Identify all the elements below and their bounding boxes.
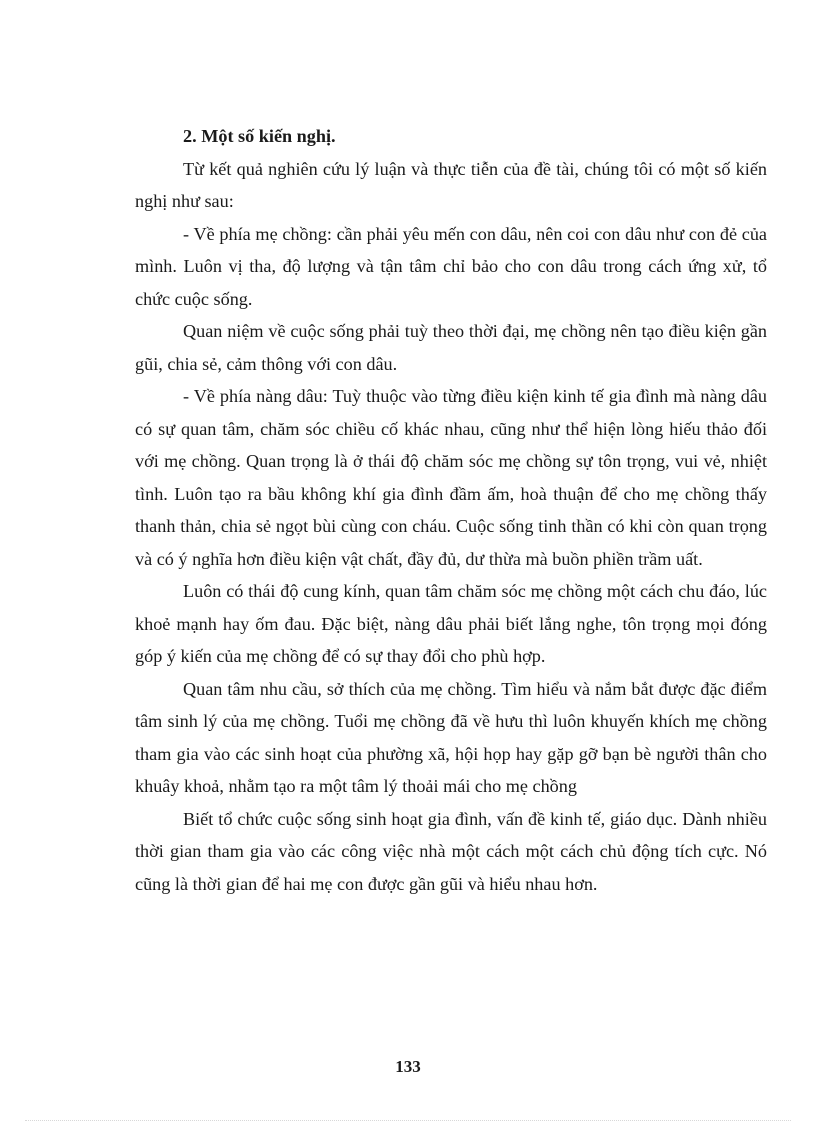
- paragraph-mother-in-law: - Về phía mẹ chồng: cần phải yêu mến con dâu, nên coi con dâu như con đẻ của mình. Luôn vị tha, độ lượng và tận tâm chỉ bảo cho con dâu trong cách ứng xử, tổ chức cuộc sống.: [135, 223, 767, 309]
- page-bottom-divider: [25, 1120, 791, 1121]
- page-number: 133: [395, 1057, 421, 1076]
- paragraph-respect: Luôn có thái độ cung kính, quan tâm chăm sóc mẹ chồng một cách chu đáo, lúc khoẻ mạnh hay ốm đau. Đặc biệt, nàng dâu phải biết lắng nghe, tôn trọng mọi đóng góp ý kiến của mẹ chồng để có sự thay đổi cho phù hợp.: [135, 581, 767, 666]
- paragraph-interests: Quan tâm nhu cầu, sở thích của mẹ chồng. Tìm hiểu và nắm bắt được đặc điểm tâm sinh lý của mẹ chồng. Tuổi mẹ chồng đã về hưu thì luôn khuyến khích mẹ chồng tham gia vào các sinh hoạt của phường xã, hội họp hay gặp gỡ bạn bè người thân cho khuây khoả, nhằm tạo ra một tâm lý thoải mái cho mẹ chồng: [135, 678, 767, 796]
- paragraph-lifestyle-view: Quan niệm về cuộc sống phải tuỳ theo thời đại, mẹ chồng nên tạo điều kiện gần gũi, chia sẻ, cảm thông với con dâu.: [135, 321, 767, 374]
- paragraph-household: Biết tổ chức cuộc sống sinh hoạt gia đình, vấn đề kinh tế, giáo dục. Dành nhiều thời gian tham gia vào các công việc nhà một cách một cách chủ động tích cực. Nó cũng là thời gian để hai mẹ con được gần gũi và hiểu nhau hơn.: [135, 808, 767, 894]
- page-content: [135, 120, 767, 900]
- paragraph-intro: Từ kết quả nghiên cứu lý luận và thực tiễn của đề tài, chúng tôi có một số kiến nghị như sau:: [135, 158, 767, 211]
- section-heading: 2. Một số kiến nghị.: [183, 126, 336, 146]
- paragraph-daughter-in-law: - Về phía nàng dâu: Tuỳ thuộc vào từng điều kiện kinh tế gia đình mà nàng dâu có sự quan tâm, chăm sóc chiều cố khác nhau, cũng như thể hiện lòng hiếu thảo đối với mẹ chồng. Quan trọng là ở thái độ chăm sóc mẹ chồng sự tôn trọng, vui vẻ, nhiệt tình. Luôn tạo ra bầu không khí gia đình đầm ấm, hoà thuận để cho mẹ chồng thấy thanh thản, chia sẻ ngọt bùi cùng con cháu. Cuộc sống tinh thần có khi còn quan trọng và có ý nghĩa hơn điều kiện vật chất, đầy đủ, dư thừa mà buồn phiền trầm uất.: [135, 386, 767, 569]
